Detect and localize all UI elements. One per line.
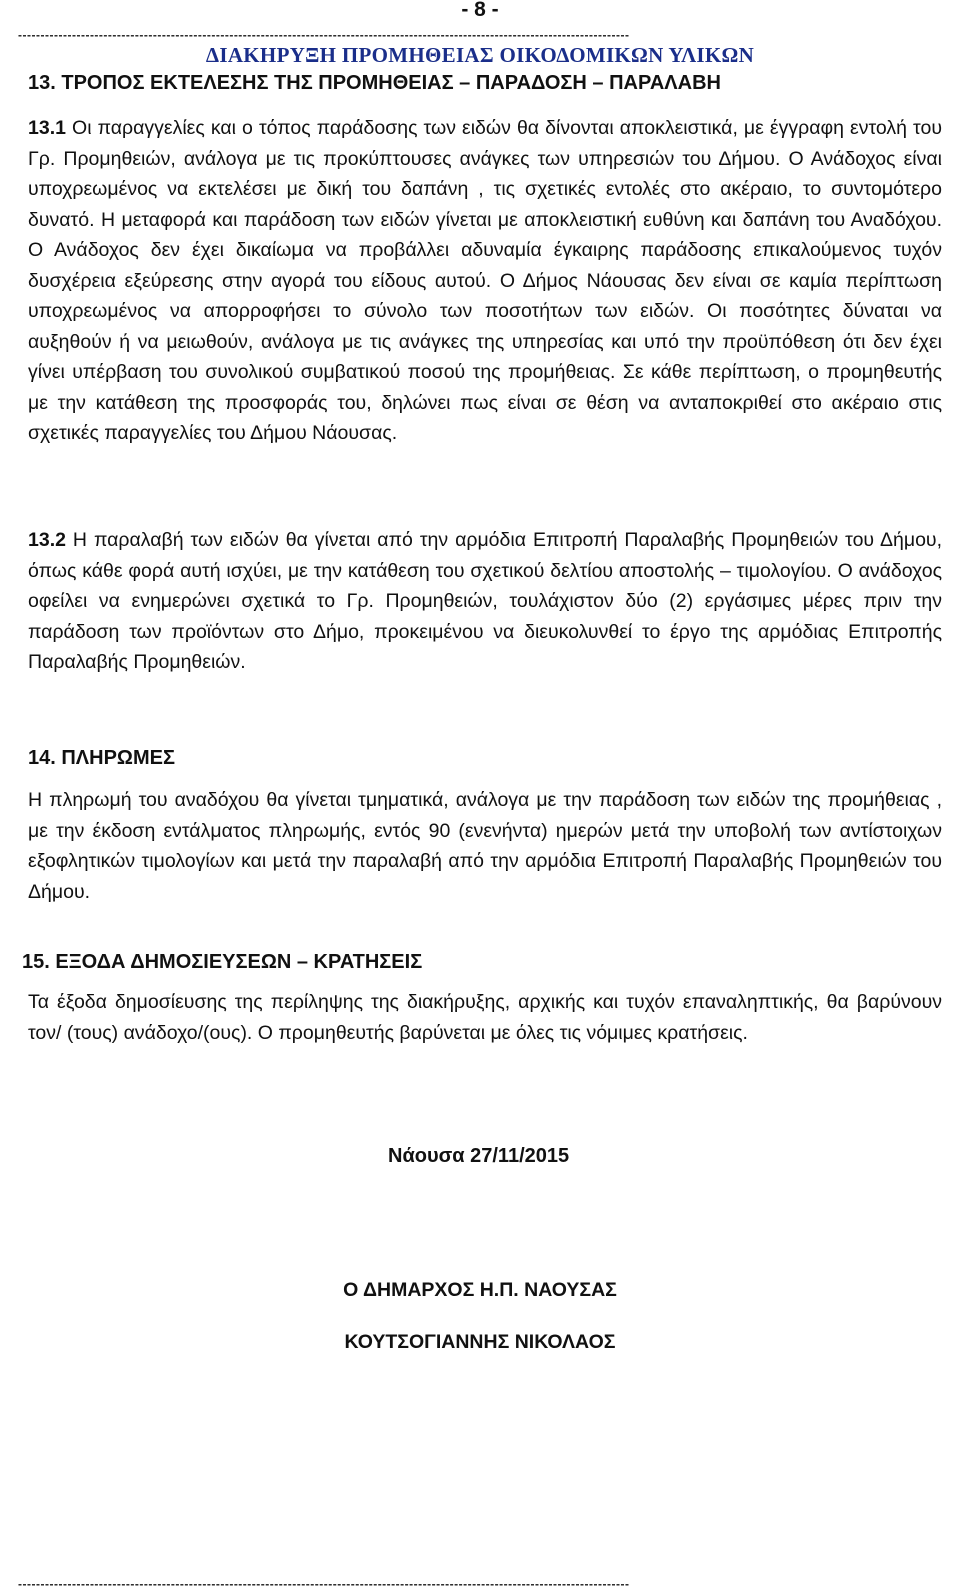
- paragraph-number: 13.1: [28, 117, 66, 139]
- paragraph-13-2: [28, 525, 942, 678]
- paragraph-14: Η πληρωμή του αναδόχου θα γίνεται τμηματικά, ανάλογα με την παράδοση των ειδών της προμήθειας , με την έκδοση εντάλματος πληρωμής, εντός 90 (ενενήντα) ημερών μετά την υποβολή των αντίστοιχων εξοφλητικών τιμολογίων και μετά την παραλαβή από την αρμόδια Επιτροπή Παραλαβής Προμηθειών του Δήμου.: [28, 789, 942, 903]
- paragraph-text: Η παραλαβή των ειδών θα γίνεται από την αρμόδια Επιτροπή Παραλαβής Προμηθειών του Δήμου, όπως κάθε φορά αυτή ισχύει, με την κατάθεση του σχετικού δελτίου αποστολής – τιμολογίου. Ο ανάδοχος οφείλει να ενημερώνει σχετικά το Γρ. Προμηθειών, τουλάχιστον δύο (2) εργάσιμες μέρες πριν την παράδοση των προϊόντων στο Δήμο, προκειμένου να διευκολυνθεί το έργο της αρμόδιας Επιτροπής Παραλαβής Προμηθειών.: [28, 529, 942, 673]
- page-number: - 8 -: [461, 0, 499, 21]
- signatory-title: Ο ΔΗΜΑΡΧΟΣ Η.Π. ΝΑΟΥΣΑΣ: [343, 1279, 617, 1301]
- section-15-heading: 15. ΕΞΟΔΑ ΔΗΜΟΣΙΕΥΣΕΩΝ – ΚΡΑΤΗΣΕΙΣ: [22, 951, 423, 973]
- paragraph-text: Οι παραγγελίες και ο τόπος παράδοσης των ειδών θα δίνονται αποκλειστικά, με έγγραφη εντολή του Γρ. Προμηθειών, ανάλογα με τις προκύπτουσες ανάγκες των υπηρεσιών του Δήμου. Ο Ανάδοχος είναι υποχρεωμένος να εκτελέσει με δική του δαπάνη , τις σχετικές εντολές στο ακέραιο, το συντομότερο δυνατό. Η μεταφορά και παράδοση των ειδών γίνεται με αποκλειστική ευθύνη και δαπάνη του Αναδόχου. Ο Ανάδοχος δεν έχει δικαίωμα να προβάλλει αδυναμία έγκαιρης παράδοσης επικαλούμενος τυχόν δυσχέρεια εξεύρεσης στην αγορά του είδους αυτού. Ο Δήμος Νάουσας δεν είναι σε καμία περίπτωση υποχρεωμένος να απορροφήσει το σύνολο των ποσοτήτων των ειδών. Οι ποσότητες δύναται να αυξηθούν ή να μειωθούν, ανάλογα με τις ανάγκες της υπηρεσίας και υπό την προϋπόθεση ότι δεν έχει γίνει υπέρβαση του συνολικού συμβατικού ποσού της προμήθειας. Σε κάθε περίπτωση, ο προμηθευτής με την κατάθεση της προσφοράς του, δηλώνει πως είναι σε θέση να ανταποκριθεί στο ακέραιο στις σχετικές παραγγελίες του Δήμου Νάουσας.: [28, 117, 942, 444]
- section-13-heading: 13. ΤΡΟΠΟΣ ΕΚΤΕΛΕΣΗΣ ΤΗΣ ΠΡΟΜΗΘΕΙΑΣ – ΠΑΡΑΔΟΣΗ – ΠΑΡΑΛΑΒΗ: [28, 72, 721, 94]
- header-separator: ----------------------------------------------------------------------------------------------------------------------------------------: [18, 28, 630, 42]
- paragraph-number: 13.2: [28, 529, 66, 551]
- section-14-heading: 14. ΠΛΗΡΩΜΕΣ: [28, 747, 175, 769]
- footer-separator: ----------------------------------------------------------------------------------------------------------------------------------------: [18, 1577, 630, 1591]
- document-title: ΔΙΑΚΗΡΥΞΗ ΠΡΟΜΗΘΕΙΑΣ ΟΙΚΟΔΟΜΙΚΩΝ ΥΛΙΚΩΝ: [205, 43, 755, 67]
- paragraph-13-1: [28, 113, 942, 449]
- signatory-name: ΚΟΥΤΣΟΓΙΑΝΝΗΣ ΝΙΚΟΛΑΟΣ: [344, 1331, 616, 1353]
- paragraph-15: Τα έξοδα δημοσίευσης της περίληψης της διακήρυξης, αρχικής και τυχόν επαναληπτικής, θα βαρύνουν τον/ (τους) ανάδοχο/(ους). Ο προμηθευτής βαρύνεται με όλες τις νόμιμες κρατήσεις.: [28, 991, 942, 1044]
- place-date: Νάουσα 27/11/2015: [388, 1145, 570, 1167]
